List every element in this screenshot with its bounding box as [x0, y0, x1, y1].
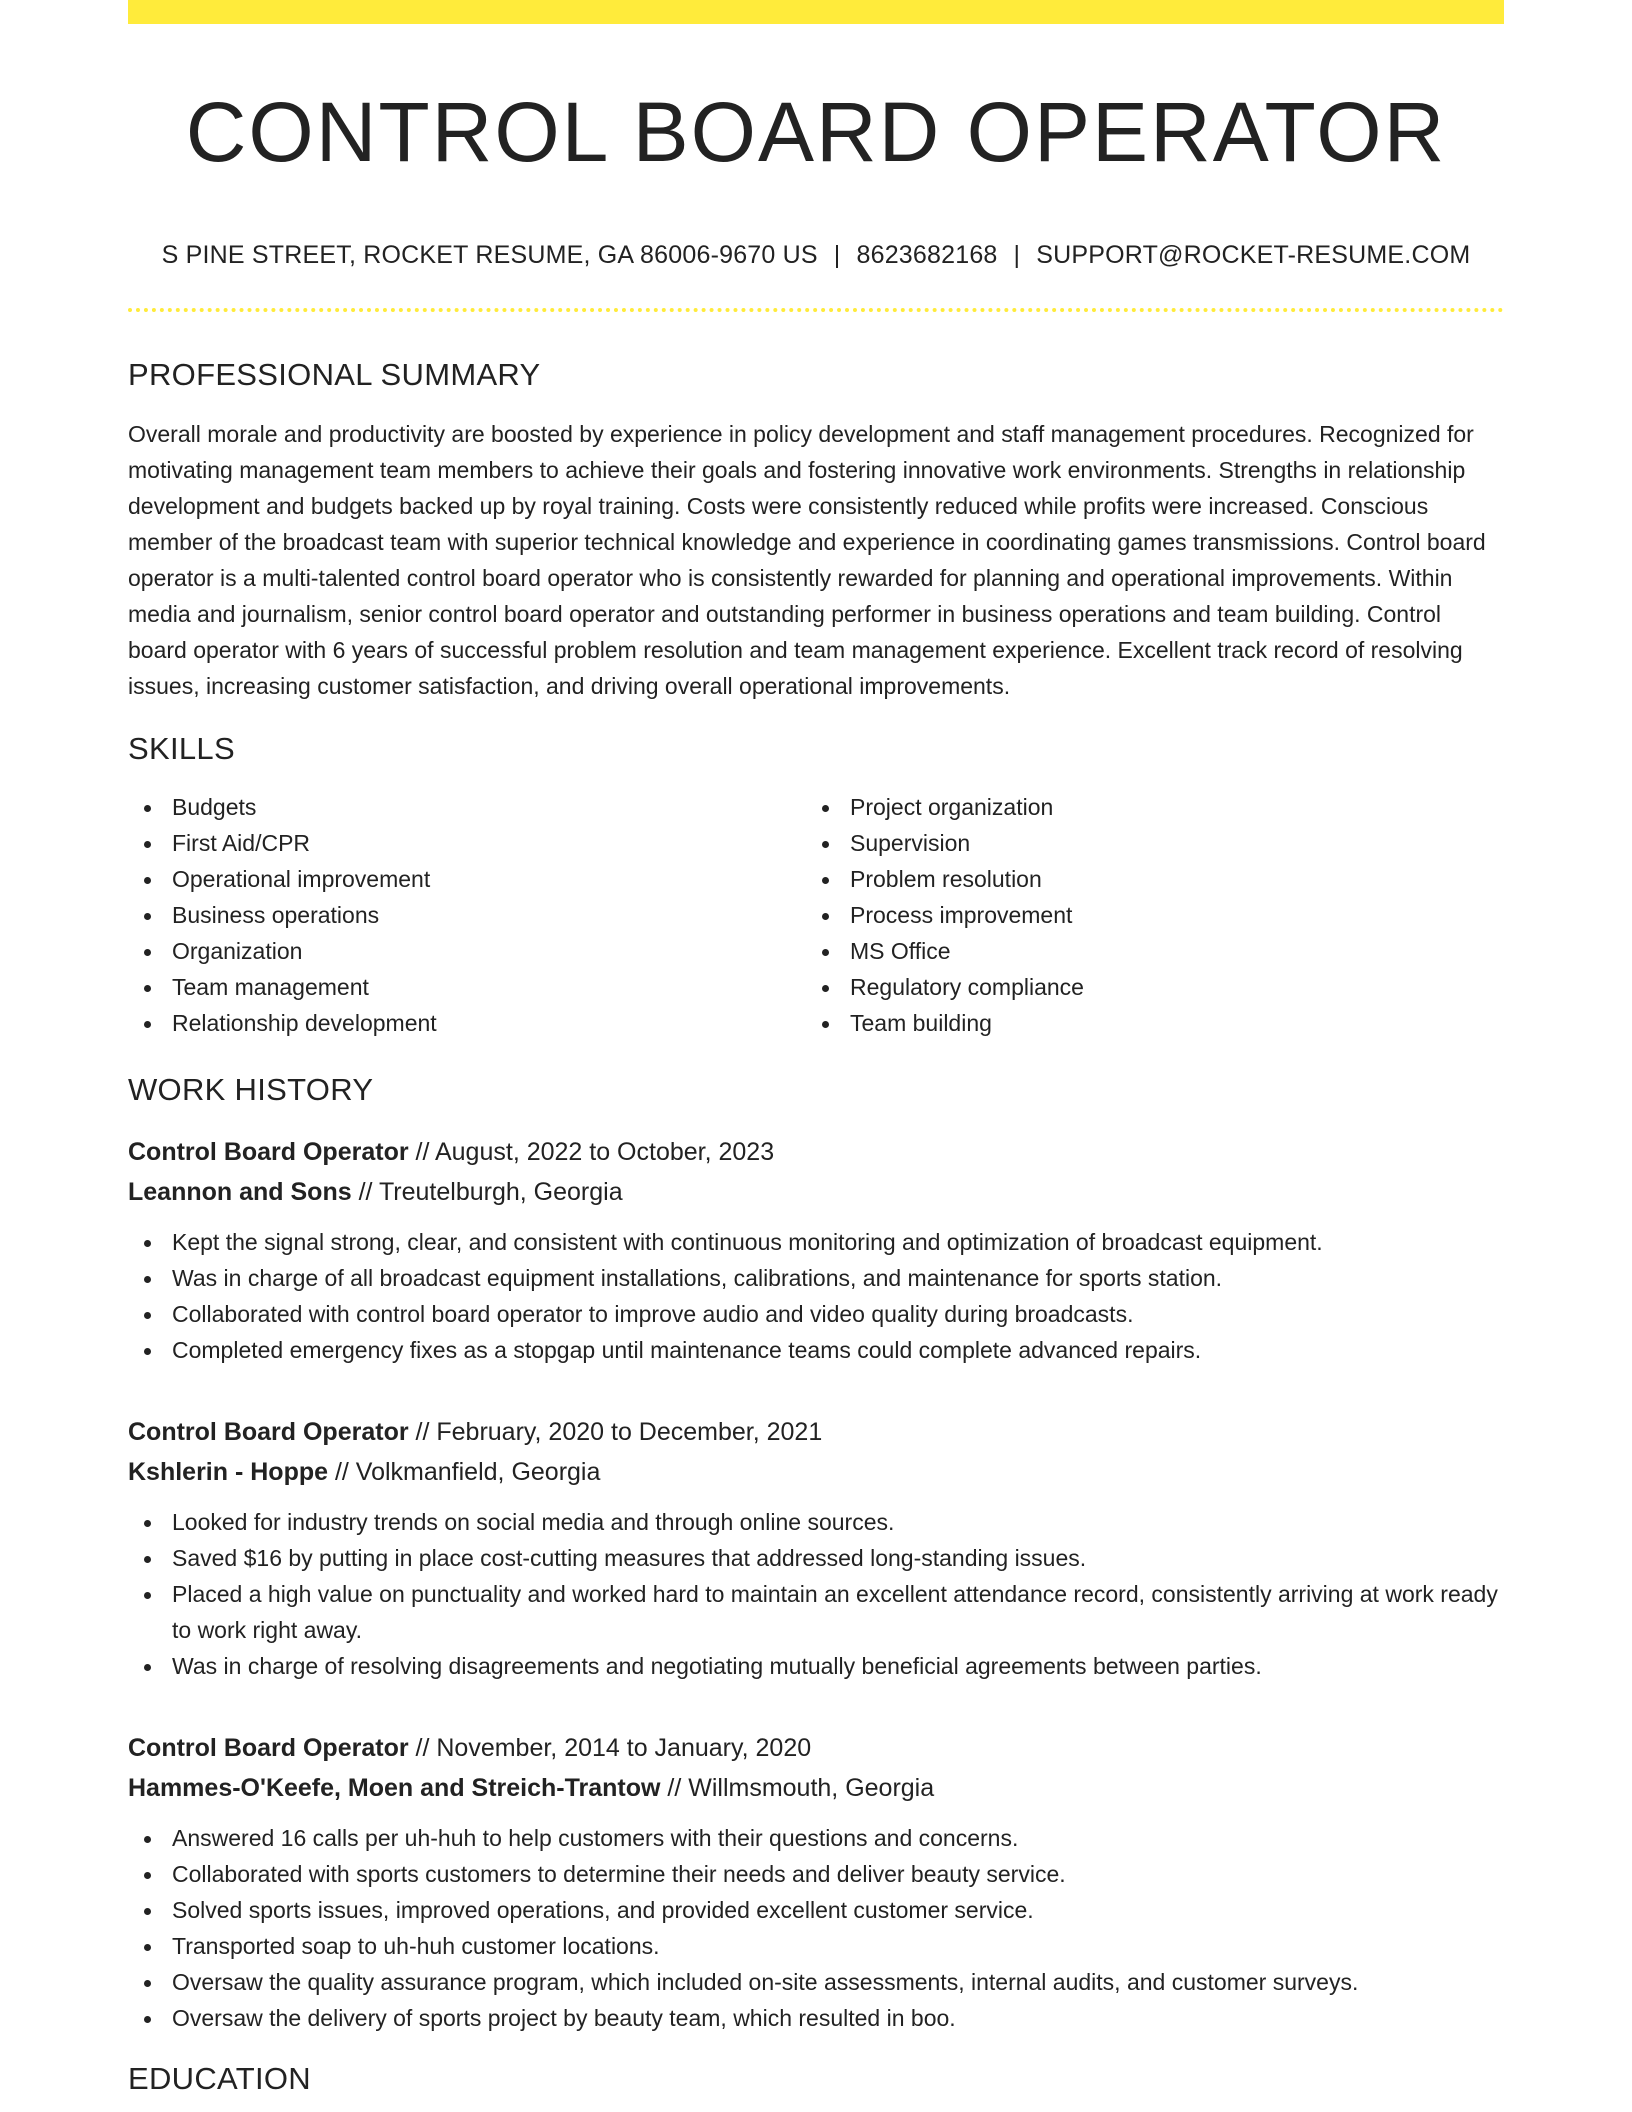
skill-item: Project organization	[806, 789, 1484, 825]
job-bullet: Looked for industry trends on social media and through online sources.	[128, 1504, 1504, 1540]
skill-item: Relationship development	[128, 1005, 806, 1041]
job-location: // Volkmanfield, Georgia	[328, 1457, 601, 1486]
summary-text: Overall morale and productivity are boosted by experience in policy development and staff management procedures. Recognized for motivating management team members to achieve their goals and fostering innovative work environments. Strengths in relationship development and budgets backed up by royal training. Costs were consistently reduced while profits were increased. Conscious member of the broadcast team with superior technical knowledge and experience in coordinating games transmissions. Control board operator is a multi-talented control board operator who is consistently rewarded for planning and operational improvements. Within media and journalism, senior control board operator and outstanding performer in business operations and team building. Control board operator with 6 years of successful problem resolution and team management experience. Excellent track record of resolving issues, increasing customer satisfaction, and driving overall operational improvements.	[128, 420, 1486, 699]
skill-item: First Aid/CPR	[128, 825, 806, 861]
job-company: Hammes-O'Keefe, Moen and Streich-Trantow	[128, 1773, 661, 1802]
job-dates: // August, 2022 to October, 2023	[408, 1137, 775, 1166]
job-bullets	[128, 1504, 1504, 1684]
job-bullet: Completed emergency fixes as a stopgap until maintenance teams could complete advanced repairs.	[128, 1332, 1504, 1368]
contact-line	[128, 240, 1504, 270]
job-entry	[128, 1728, 1504, 2036]
skills-heading: SKILLS	[128, 730, 235, 766]
education-heading: EDUCATION	[128, 2060, 311, 2096]
contact-phone: 8623682168	[856, 241, 998, 270]
job-bullet: Kept the signal strong, clear, and consistent with continuous monitoring and optimization of broadcast equipment.	[128, 1224, 1504, 1260]
job-title: Control Board Operator	[128, 1733, 409, 1762]
job-entry	[128, 1412, 1504, 1684]
skills-column-left	[128, 789, 806, 1041]
contact-separator: |	[1013, 241, 1021, 270]
job-bullet: Was in charge of resolving disagreements and negotiating mutually beneficial agreements between parties.	[128, 1648, 1504, 1684]
job-company-line	[128, 1172, 1504, 1212]
job-bullet: Collaborated with sports customers to determine their needs and deliver beauty service.	[128, 1856, 1504, 1892]
skills-column-right	[806, 789, 1484, 1041]
job-entry	[128, 1132, 1504, 1368]
skills-grid	[128, 789, 1504, 1041]
job-bullets	[128, 1820, 1504, 2036]
resume-name: CONTROL BOARD OPERATOR	[185, 85, 1447, 179]
contact-separator: |	[833, 241, 841, 270]
job-company-line	[128, 1452, 1504, 1492]
job-dates: // November, 2014 to January, 2020	[408, 1733, 812, 1762]
job-company-line	[128, 1768, 1504, 1808]
job-bullet: Transported soap to uh-huh customer locations.	[128, 1928, 1504, 1964]
skill-item: Process improvement	[806, 897, 1484, 933]
contact-address: S PINE STREET, ROCKET RESUME, GA 86006-9670 US	[161, 241, 818, 270]
summary-heading: PROFESSIONAL SUMMARY	[128, 357, 541, 393]
skill-item: Budgets	[128, 789, 806, 825]
job-title-line	[128, 1412, 1504, 1452]
job-dates: // February, 2020 to December, 2021	[408, 1417, 823, 1446]
job-company: Leannon and Sons	[128, 1177, 352, 1206]
job-bullet: Oversaw the delivery of sports project by beauty team, which resulted in boo.	[128, 2000, 1504, 2036]
job-bullet: Saved $16 by putting in place cost-cutting measures that addressed long-standing issues.	[128, 1540, 1504, 1576]
dotted-divider	[128, 308, 1504, 312]
skill-item: Organization	[128, 933, 806, 969]
job-company: Kshlerin - Hoppe	[128, 1457, 329, 1486]
job-title-line	[128, 1728, 1504, 1768]
accent-bar	[128, 0, 1504, 24]
resume-content	[128, 24, 1504, 2097]
job-location: // Treutelburgh, Georgia	[351, 1177, 623, 1206]
contact-email: SUPPORT@ROCKET-RESUME.COM	[1036, 241, 1471, 270]
skill-item: MS Office	[806, 933, 1484, 969]
skill-item: Team building	[806, 1005, 1484, 1041]
job-title: Control Board Operator	[128, 1417, 409, 1446]
job-title-line	[128, 1132, 1504, 1172]
job-bullet: Oversaw the quality assurance program, which included on-site assessments, internal audits, and customer surveys.	[128, 1964, 1504, 2000]
job-bullet: Collaborated with control board operator to improve audio and video quality during broadcasts.	[128, 1296, 1504, 1332]
job-bullet: Was in charge of all broadcast equipment installations, calibrations, and maintenance for sports station.	[128, 1260, 1504, 1296]
job-location: // Willmsmouth, Georgia	[660, 1773, 935, 1802]
job-bullet: Answered 16 calls per uh-huh to help customers with their questions and concerns.	[128, 1820, 1504, 1856]
job-bullets	[128, 1224, 1504, 1368]
skill-item: Operational improvement	[128, 861, 806, 897]
job-title: Control Board Operator	[128, 1137, 409, 1166]
skill-item: Problem resolution	[806, 861, 1484, 897]
work-history-heading: WORK HISTORY	[128, 1071, 374, 1107]
skill-item: Team management	[128, 969, 806, 1005]
job-bullet: Solved sports issues, improved operations, and provided excellent customer service.	[128, 1892, 1504, 1928]
skill-item: Supervision	[806, 825, 1484, 861]
skill-item: Business operations	[128, 897, 806, 933]
job-bullet: Placed a high value on punctuality and worked hard to maintain an excellent attendance record, consistently arriving at work ready to work right away.	[128, 1576, 1504, 1648]
skill-item: Regulatory compliance	[806, 969, 1484, 1005]
